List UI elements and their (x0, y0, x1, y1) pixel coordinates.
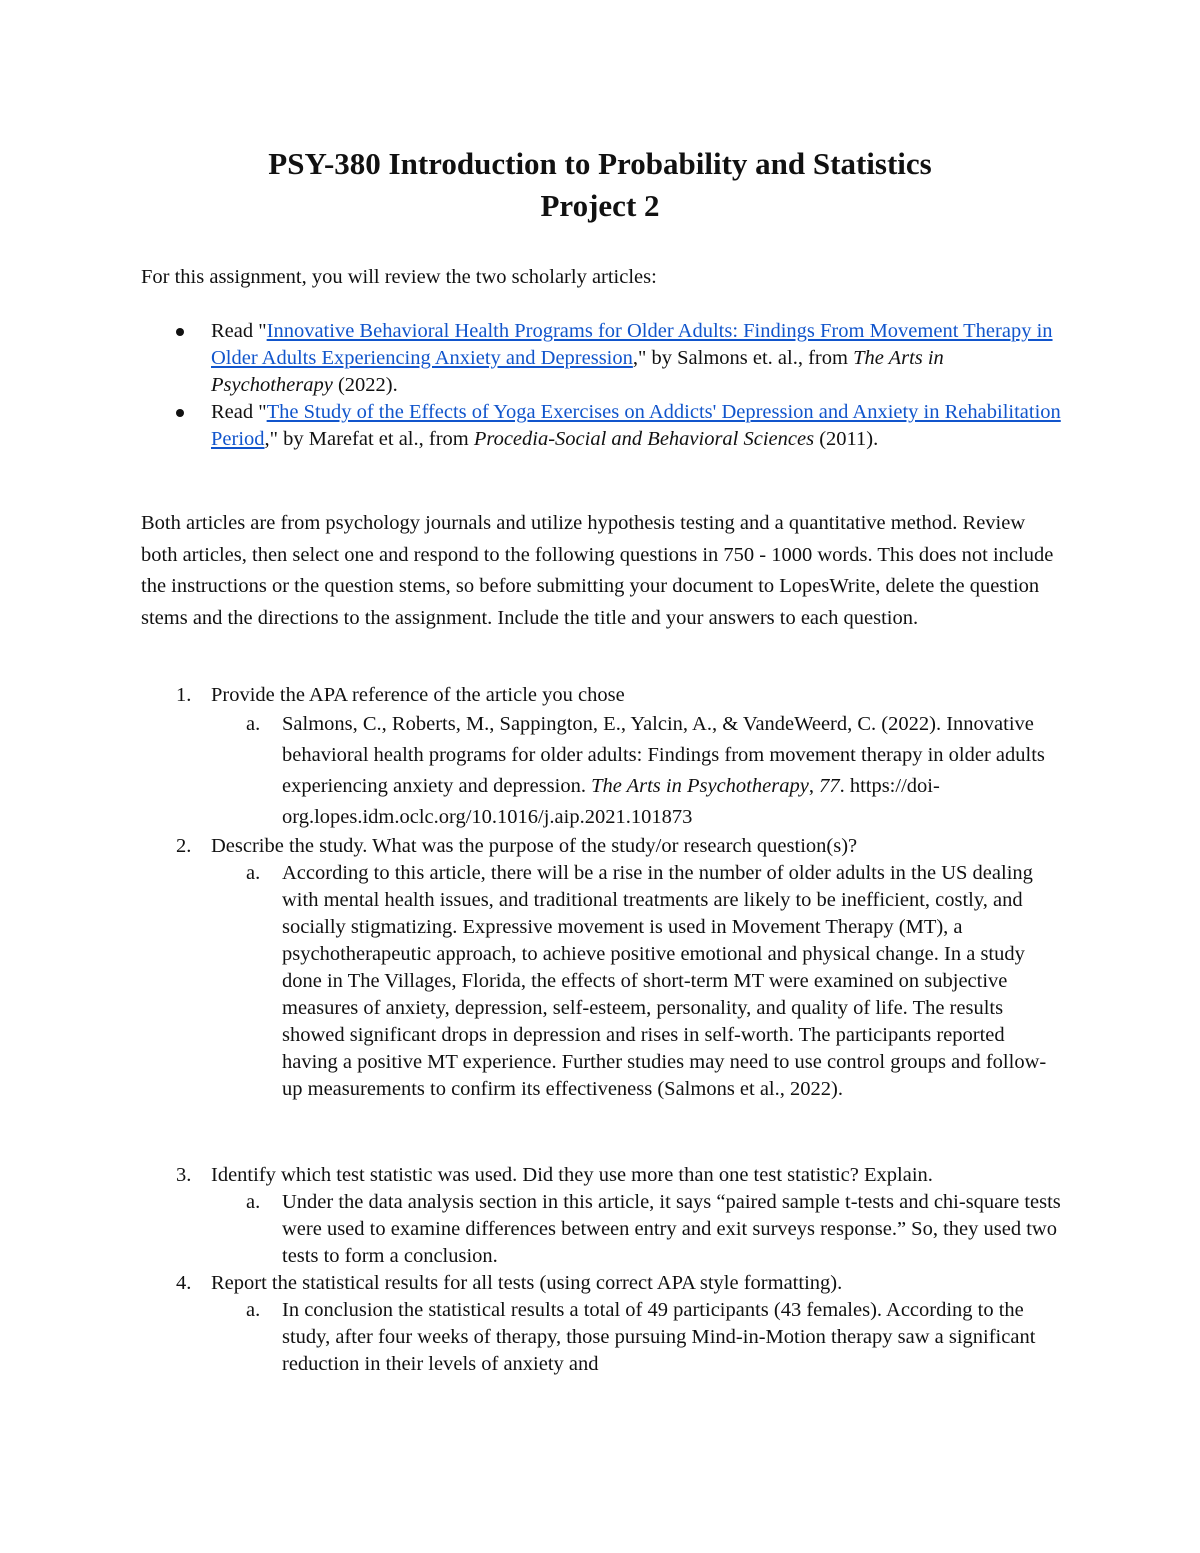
question-item (141, 1270, 1061, 1378)
answer-item (211, 1189, 1061, 1270)
bullet-icon (176, 328, 184, 336)
question-number: 1. (176, 684, 192, 706)
bullet-icon (176, 409, 184, 417)
journal-name: The Arts in Psychotherapy (591, 775, 809, 797)
question-number: 4. (176, 1272, 192, 1294)
journal-name: The Arts in Psychotherapy (211, 347, 944, 396)
question-number: 2. (176, 835, 192, 857)
answer-letter: a. (246, 862, 261, 884)
question-item (141, 833, 1061, 1103)
answer-letter: a. (246, 1299, 261, 1321)
instructions-paragraph: Both articles are from psychology journals and utilize hypothesis testing and a quantitative method. Review both articles, then select one and respond to the following questions in 750 - 1000 words. This does not include the instructions or the question stems, so before submitting your document to LopesWrite, delete the question stems and the directions to the assignment. Include the title and your answers to each question. (141, 512, 1054, 629)
question-number: 3. (176, 1164, 192, 1186)
answer-text: In conclusion the statistical results a total of 49 participants (43 females). According to the study, after four weeks of therapy, those pursuing Mind-in-Motion therapy saw a significant reduction in their levels of anxiety and (282, 1299, 1036, 1375)
answer-text: Under the data analysis section in this article, it says “paired sample t-tests and chi-square tests were used to examine differences between entry and exit surveys response.” So, they used two tests to form a conclusion. (282, 1191, 1061, 1267)
list-item: Read "Innovative Behavioral Health Programs for Older Adults: Findings From Movement Therapy in Older Adults Experiencing Anxiety and Depression," by Salmons et. al., from The Arts in Psychotherapy (2022). (141, 318, 1061, 399)
list-item: Read "The Study of the Effects of Yoga Exercises on Addicts' Depression and Anxiety in Rehabilitation Period," by Marefat et al., from Procedia-Social and Behavioral Sciences (2011). (141, 399, 1061, 453)
intro-paragraph: For this assignment, you will review the two scholarly articles: (141, 266, 657, 288)
answer-item (211, 1297, 1061, 1378)
question-list (141, 1162, 1061, 1378)
article-link-salmons[interactable]: Innovative Behavioral Health Programs for Older Adults: Findings From Movement Therapy in Older Adults Experiencing Anxiety and Depression (211, 320, 1053, 369)
answer-item (211, 860, 1061, 1103)
answer-letter: a. (246, 713, 261, 735)
question-text: Identify which test statistic was used. Did they use more than one test statistic? Explain. (211, 1164, 933, 1186)
document-subtitle: Project 2 (540, 188, 660, 223)
question-item (141, 682, 1061, 833)
document-title: PSY-380 Introduction to Probability and Statistics (268, 146, 932, 181)
answer-text: According to this article, there will be a rise in the number of older adults in the US dealing with mental health issues, and traditional treatments are likely to be inefficient, costly, and socially stigmatizing. Expressive movement is used in Movement Therapy (MT), a psychotherapeutic approach, to achieve positive emotional and physical change. In a study done in The Villages, Florida, the effects of short-term MT were examined on subjective measures of anxiety, depression, self-esteem, personality, and quality of life. The results showed significant drops in depression and rises in self-worth. The participants reported having a positive MT experience. Further studies may need to use control groups and follow-up measurements to confirm its effectiveness (Salmons et al., 2022). (282, 862, 1047, 1100)
question-text: Report the statistical results for all tests (using correct APA style formatting). (211, 1272, 843, 1294)
question-text: Provide the APA reference of the article you chose (211, 684, 625, 706)
article-link-marefat[interactable]: The Study of the Effects of Yoga Exercises on Addicts' Depression and Anxiety in Rehabilitation Period (211, 401, 1061, 450)
answer-item: a. Salmons, C., Roberts, M., Sappington, E., Yalcin, A., & VandeWeerd, C. (2022). Innovative behavioral health programs for older adults: Findings from movement therapy in older adults experiencing anxiety and depression. The Arts in Psychotherapy, 77. https://doi-org.lopes.idm.oclc.org/10.1016/j.aip.2021.101873 (211, 709, 1061, 833)
journal-volume: 77 (819, 775, 840, 797)
journal-name: Procedia-Social and Behavioral Sciences (473, 428, 815, 450)
question-item (141, 1162, 1061, 1270)
question-list (141, 682, 1061, 1103)
article-list (141, 318, 1061, 453)
question-text: Describe the study. What was the purpose of the study/or research question(s)? (211, 835, 858, 857)
answer-letter: a. (246, 1191, 261, 1213)
